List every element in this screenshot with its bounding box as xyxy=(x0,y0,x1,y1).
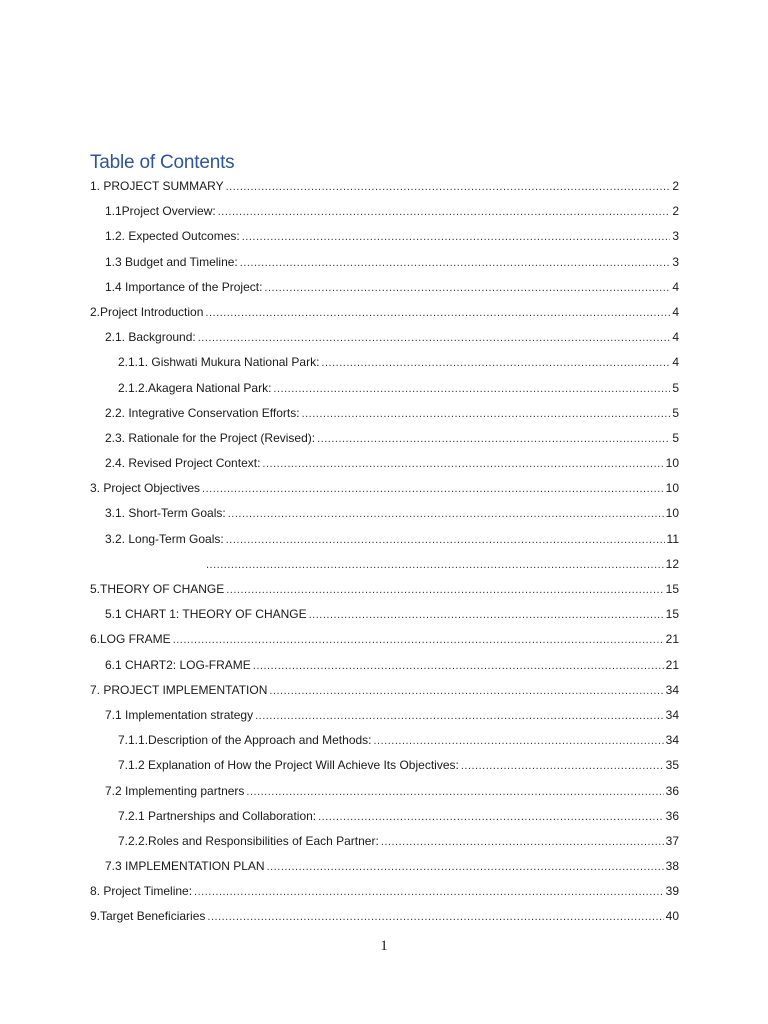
toc-leader-dots xyxy=(461,755,664,776)
toc-leader-dots xyxy=(269,680,663,701)
toc-entry-page: 39 xyxy=(665,884,679,899)
toc-leader-dots xyxy=(240,252,671,273)
toc-entry-text: 2.Project Introduction xyxy=(90,304,204,319)
toc-entry-page: 5 xyxy=(672,380,679,395)
toc-entry-page: 4 xyxy=(672,355,679,370)
toc-entry-text: 7.1 Implementation strategy xyxy=(105,707,254,722)
toc-leader-dots xyxy=(194,881,664,902)
toc-entry[interactable] xyxy=(90,629,679,654)
toc-leader-dots xyxy=(246,781,663,802)
toc-entry-text: 2.1.1. Gishwati Mukura National Park: xyxy=(118,355,320,370)
toc-entry-page: 35 xyxy=(665,758,679,773)
toc-entry[interactable] xyxy=(90,806,679,831)
toc-entry-text: 5.1 CHART 1: THEORY OF CHANGE xyxy=(105,607,307,622)
toc-entry[interactable] xyxy=(90,453,679,478)
toc-entry[interactable] xyxy=(90,906,679,931)
toc-entry-text: 2.3. Rationale for the Project (Revised): xyxy=(105,430,316,445)
toc-entry[interactable] xyxy=(90,755,679,780)
table-of-contents xyxy=(90,176,679,932)
toc-entry-text: 3.1. Short-Term Goals: xyxy=(105,506,226,521)
toc-entry[interactable] xyxy=(90,277,679,302)
toc-leader-dots xyxy=(302,403,671,424)
toc-leader-dots xyxy=(318,806,664,827)
toc-leader-dots xyxy=(255,705,664,726)
toc-entry-page: 21 xyxy=(665,632,679,647)
toc-leader-dots xyxy=(381,831,664,852)
toc-entry[interactable] xyxy=(90,201,679,226)
toc-entry[interactable] xyxy=(90,554,679,579)
toc-leader-dots xyxy=(206,554,664,575)
toc-entry-text: 2.4. Revised Project Context: xyxy=(105,456,261,471)
toc-entry-page: 34 xyxy=(665,682,679,697)
toc-leader-dots xyxy=(264,277,670,298)
toc-entry-text: 8. Project Timeline: xyxy=(90,884,193,899)
toc-entry-text: 3.2. Long-Term Goals: xyxy=(105,531,224,546)
toc-leader-dots xyxy=(226,579,663,600)
toc-entry-text: 1.2. Expected Outcomes: xyxy=(105,229,240,244)
toc-entry-text: 1. PROJECT SUMMARY xyxy=(90,179,224,193)
toc-entry[interactable] xyxy=(90,403,679,428)
toc-entry-text: 7.2 Implementing partners xyxy=(105,783,245,798)
toc-entry-text: 6.LOG FRAME xyxy=(90,632,171,647)
toc-entry[interactable] xyxy=(90,705,679,730)
toc-entry[interactable] xyxy=(90,478,679,503)
toc-entry[interactable] xyxy=(90,352,679,377)
toc-entry-page: 10 xyxy=(665,506,679,521)
toc-entry[interactable] xyxy=(90,529,679,554)
toc-entry-page: 15 xyxy=(665,607,679,622)
toc-entry[interactable] xyxy=(90,680,679,705)
toc-entry-page: 3 xyxy=(672,254,679,269)
toc-leader-dots xyxy=(374,730,664,751)
toc-entry[interactable] xyxy=(90,655,679,680)
toc-entry[interactable] xyxy=(90,302,679,327)
toc-entry-page: 34 xyxy=(665,707,679,722)
toc-leader-dots xyxy=(242,226,671,247)
toc-entry-page: 2 xyxy=(672,204,679,219)
toc-entry[interactable] xyxy=(90,378,679,403)
toc-entry-text: 9.Target Beneficiaries xyxy=(90,909,206,924)
toc-entry[interactable] xyxy=(90,730,679,755)
toc-leader-dots xyxy=(309,604,664,625)
toc-entry[interactable] xyxy=(90,604,679,629)
toc-entry-page: 11 xyxy=(666,531,679,546)
toc-leader-dots xyxy=(198,327,671,348)
toc-entry-page: 34 xyxy=(665,733,679,748)
toc-entry-page: 36 xyxy=(665,783,679,798)
toc-leader-dots xyxy=(226,529,665,550)
toc-entry-page: 4 xyxy=(672,330,679,345)
toc-entry-page: 10 xyxy=(665,481,679,496)
toc-entry-page: 12 xyxy=(665,556,679,571)
toc-entry-page: 36 xyxy=(665,808,679,823)
toc-entry-page: 38 xyxy=(665,859,679,874)
toc-leader-dots xyxy=(218,201,671,222)
toc-entry[interactable] xyxy=(90,327,679,352)
toc-entry-text: 3. Project Objectives xyxy=(90,481,201,496)
toc-entry-page: 5 xyxy=(672,430,679,445)
toc-leader-dots xyxy=(173,629,664,650)
toc-entry-text: 1.1Project Overview: xyxy=(105,204,216,219)
toc-entry-text: 5.THEORY OF CHANGE xyxy=(90,582,225,596)
toc-entry-page: 10 xyxy=(665,456,679,471)
toc-entry-text: 1.4 Importance of the Project: xyxy=(105,279,263,294)
page-number: 1 xyxy=(380,938,388,954)
toc-entry[interactable] xyxy=(90,831,679,856)
toc-entry-text: 7.1.2 Explanation of How the Project Will Achieve Its Objectives: xyxy=(118,758,459,773)
toc-entry-page: 15 xyxy=(665,582,679,596)
toc-entry-page: 3 xyxy=(672,229,679,244)
toc-entry-page: 37 xyxy=(665,833,679,848)
toc-entry[interactable] xyxy=(90,226,679,251)
toc-entry-text: 7.2.2.Roles and Responsibilities of Each Partner: xyxy=(118,833,379,848)
toc-entry-page: 4 xyxy=(672,304,679,319)
toc-entry-page: 2 xyxy=(672,179,679,193)
toc-entry-text: 6.1 CHART2: LOG-FRAME xyxy=(105,657,251,672)
toc-leader-dots xyxy=(273,378,670,399)
toc-leader-dots xyxy=(205,302,670,323)
toc-entry-text: 2.1.2.Akagera National Park: xyxy=(118,380,272,395)
toc-leader-dots xyxy=(317,428,670,449)
toc-entry[interactable] xyxy=(90,176,679,201)
toc-entry-text: 7. PROJECT IMPLEMENTATION xyxy=(90,682,268,697)
toc-leader-dots xyxy=(253,655,664,676)
toc-entry-text: 7.3 IMPLEMENTATION PLAN xyxy=(105,859,265,874)
toc-leader-dots xyxy=(267,856,664,877)
toc-title: Table of Contents xyxy=(90,152,235,173)
toc-leader-dots xyxy=(202,478,664,499)
toc-entry-text: 7.1.1.Description of the Approach and Methods: xyxy=(118,733,372,748)
toc-entry-text: 2.2. Integrative Conservation Efforts: xyxy=(105,405,300,420)
toc-leader-dots xyxy=(321,352,670,373)
toc-leader-dots xyxy=(228,503,664,524)
toc-entry[interactable] xyxy=(90,781,679,806)
toc-entry-text: 1.3 Budget and Timeline: xyxy=(105,254,238,269)
toc-entry[interactable] xyxy=(90,881,679,906)
toc-entry-page: 21 xyxy=(665,657,679,672)
toc-leader-dots xyxy=(207,906,663,927)
toc-leader-dots xyxy=(262,453,663,474)
toc-leader-dots xyxy=(226,176,671,197)
toc-entry-page: 5 xyxy=(672,405,679,420)
toc-entry[interactable] xyxy=(90,428,679,453)
toc-entry[interactable] xyxy=(90,579,679,604)
toc-entry[interactable] xyxy=(90,252,679,277)
toc-entry[interactable] xyxy=(90,503,679,528)
toc-entry-text: 7.2.1 Partnerships and Collaboration: xyxy=(118,808,317,823)
toc-entry-page: 40 xyxy=(665,909,679,924)
toc-entry[interactable] xyxy=(90,856,679,881)
toc-entry-page: 4 xyxy=(672,279,679,294)
toc-entry-text: 2.1. Background: xyxy=(105,330,196,345)
